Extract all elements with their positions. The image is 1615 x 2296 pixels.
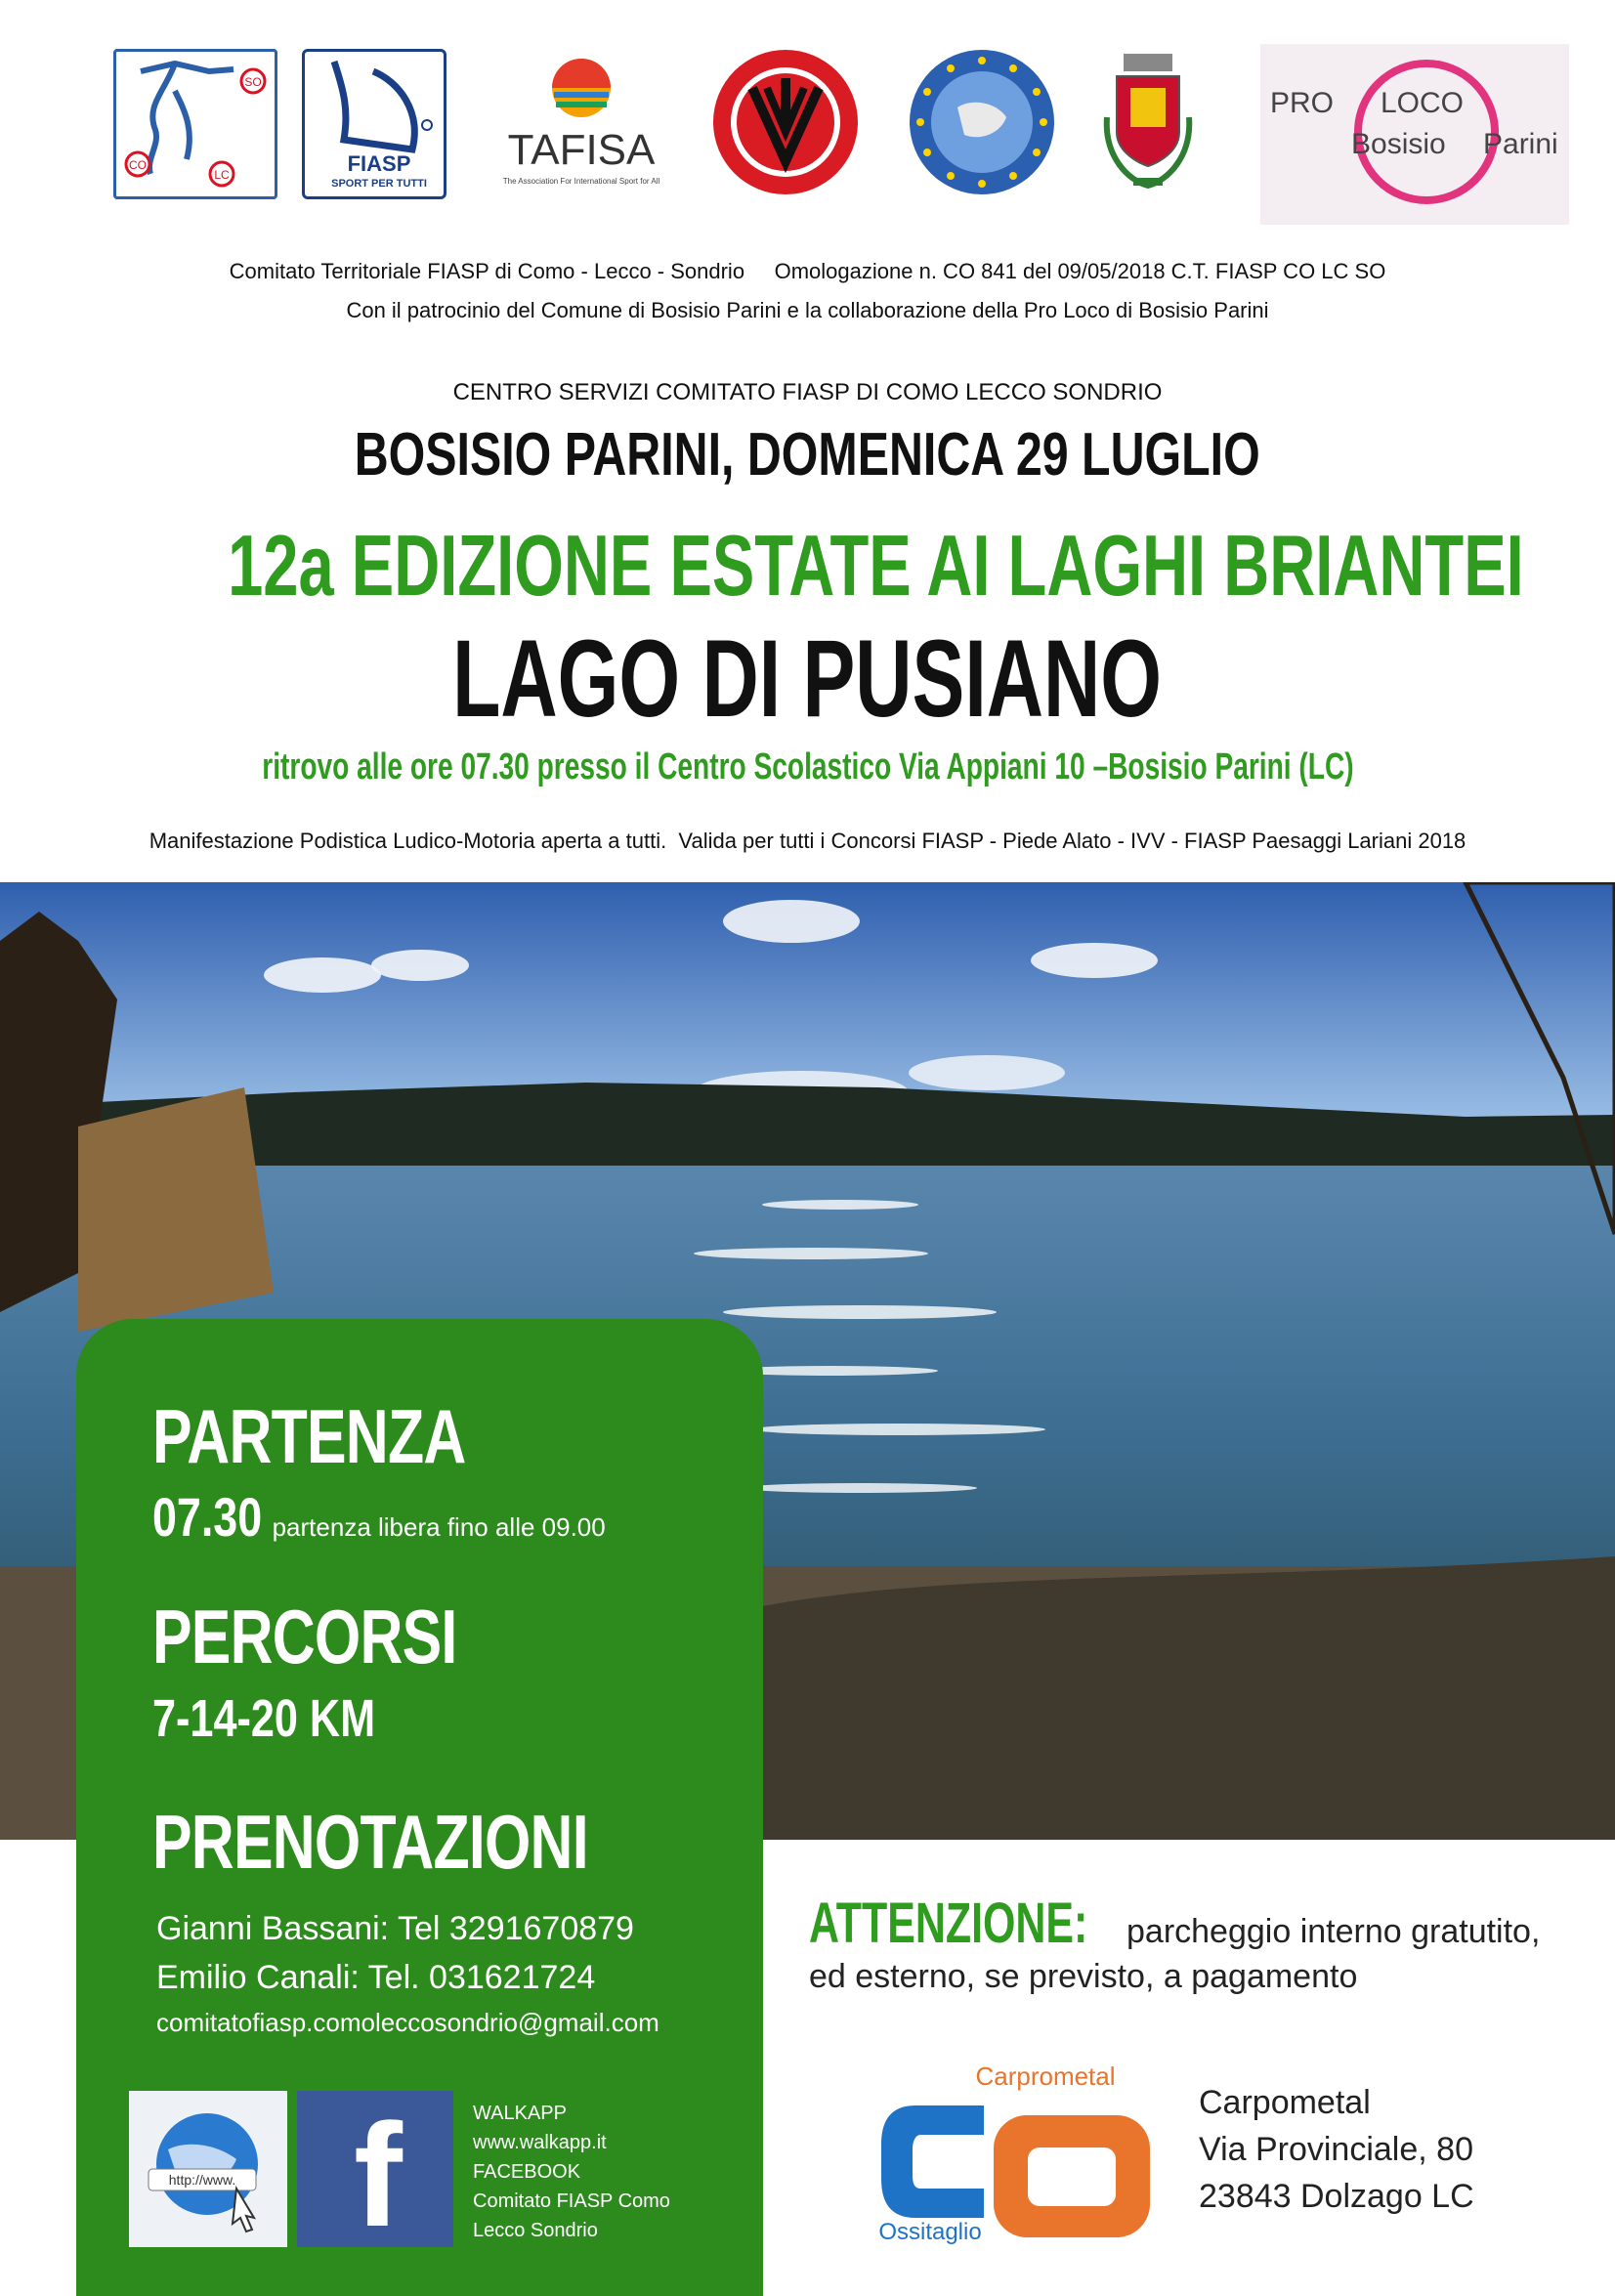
prenotazioni-title: PRENOTAZIONI <box>152 1799 588 1885</box>
contact-email[interactable]: comitatofiasp.comoleccosondrio@gmail.com <box>156 2008 659 2037</box>
attenzione-text1: parcheggio interno gratutito, <box>1117 1913 1541 1950</box>
sponsor-street: Via Provinciale, 80 <box>1199 2131 1473 2168</box>
attenzione-label: ATTENZIONE: <box>809 1892 1088 1955</box>
proloco-pro: PRO <box>1270 87 1335 119</box>
web-globe-icon[interactable] <box>129 2091 287 2247</box>
comune-crest-logo <box>1099 49 1197 195</box>
percorsi-value: 7-14-20 KM <box>152 1689 376 1748</box>
partenza-title: PARTENZA <box>152 1393 466 1479</box>
edition-heading <box>0 516 1615 616</box>
committee-line: Comitato Territoriale FIASP di Como - Lecco - Sondrio Omologazione n. CO 841 del 09/05/2018 C.T. FIASP CO LC SO <box>229 259 1386 283</box>
web-icon-label: http://www. <box>168 2172 236 2188</box>
fiasp-territory-map-logo <box>113 49 277 199</box>
europe-federation-logo <box>904 49 1060 195</box>
date-heading <box>0 420 1615 489</box>
manifestazione-line: Manifestazione Podistica Ludico-Motoria aperta a tutti. Valida per tutti i Concorsi FIASP - Piede Alato - IVV - FIASP Paesaggi Lariani 2018 <box>149 829 1466 853</box>
logo-top-text: Carprometal <box>975 2062 1116 2091</box>
facebook-page-line2[interactable]: Lecco Sondrio <box>473 2220 598 2241</box>
fiasp-logo <box>302 49 446 199</box>
walkapp-url[interactable]: www.walkapp.it <box>473 2132 607 2153</box>
partenza-note: partenza libera fino alle 09.00 <box>272 1512 606 1542</box>
attenzione-text2: ed esterno, se previsto, a pagamento <box>809 1958 1358 1995</box>
ritrovo-text: ritrovo alle ore 07.30 presso il Centro Scolastico Via Appiani 10 –Bosisio Parini (LC) <box>261 746 1354 787</box>
tafisa-name: TAFISA <box>507 126 656 174</box>
tafisa-sub: The Association For International Sport for All <box>502 177 660 186</box>
date-heading-text: BOSISIO PARINI, DOMENICA 29 LUGLIO <box>354 421 1260 489</box>
attenzione-block <box>809 1891 1540 1996</box>
map-tag-co: CO <box>129 158 147 172</box>
sponsor-address <box>1199 2079 1474 2220</box>
attenzione-line1 <box>809 1891 1540 1956</box>
percorsi-title: PERCORSI <box>152 1594 457 1679</box>
sponsor-name: Carpometal <box>1199 2084 1371 2121</box>
pro-loco-logo <box>1260 44 1569 225</box>
logo-bottom-text: Ossitaglio <box>878 2219 982 2245</box>
tafisa-logo <box>476 49 686 195</box>
proloco-parini: Parini <box>1483 128 1558 160</box>
edition-heading-text: 12a EDIZIONE ESTATE AI LAGHI BRIANTEI <box>228 517 1524 614</box>
proloco-loco: LOCO <box>1381 87 1465 119</box>
centro-servizi-line: CENTRO SERVIZI COMITATO FIASP DI COMO LECCO SONDRIO <box>452 379 1163 405</box>
walkapp-label: WALKAPP <box>473 2103 567 2124</box>
ivv-logo <box>708 49 863 195</box>
map-tag-lc: LC <box>214 168 230 182</box>
lake-heading <box>0 616 1615 742</box>
carprometal-logo <box>871 2062 1165 2247</box>
lake-heading-text: LAGO DI PUSIANO <box>452 617 1163 740</box>
ritrovo-line <box>0 746 1615 788</box>
facebook-icon[interactable] <box>297 2091 453 2257</box>
partenza-time: 07.30 <box>152 1486 263 1548</box>
patronage-line: Con il patrocinio del Comune di Bosisio Parini e la collaborazione della Pro Loco di Bosisio Parini <box>346 298 1269 322</box>
partenza-line <box>152 1485 606 1549</box>
fiasp-name: FIASP <box>347 151 411 176</box>
facebook-label: FACEBOOK <box>473 2161 581 2183</box>
fiasp-sub: SPORT PER TUTTI <box>331 178 427 190</box>
info-panel <box>76 1319 763 2296</box>
contact-bassani: Gianni Bassani: Tel 3291670879 <box>156 1910 634 1947</box>
links-block <box>473 2099 670 2245</box>
sponsor-city: 23843 Dolzago LC <box>1199 2178 1474 2215</box>
proloco-bosisio: Bosisio <box>1351 128 1446 160</box>
facebook-page-line1[interactable]: Comitato FIASP Como <box>473 2190 670 2212</box>
map-tag-so: SO <box>244 75 262 89</box>
contact-canali: Emilio Canali: Tel. 031621724 <box>156 1959 596 1996</box>
facebook-f-glyph: f <box>354 2093 403 2257</box>
